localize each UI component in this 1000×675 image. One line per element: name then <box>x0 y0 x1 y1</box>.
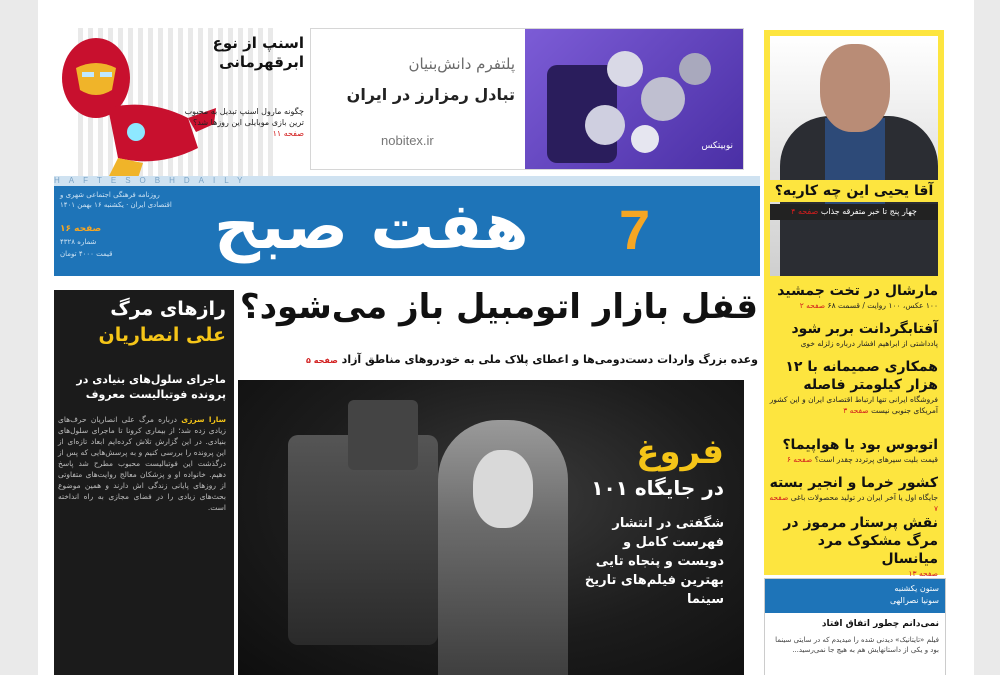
ad-line1: پلتفرم دانش‌بنیان <box>408 55 515 73</box>
left-feature-subtitle: ماجرای سلول‌های بنیادی در پرونده فوتبالیست معروف <box>76 373 226 401</box>
left-feature-author: سارا سرزی <box>181 415 226 424</box>
story-item[interactable] <box>768 436 938 465</box>
subheadline-text: وعده بزرگ واردات دست‌دومی‌ها و اعطای پلاک ملی به خودروهای مناطق آزاد <box>341 353 758 366</box>
story-title: همکاری صمیمانه با ۱۲ هزار کیلومتر فاصله <box>785 359 938 393</box>
story-summary: ۱۰۰ عکس، ۱۰۰ روایت / قسمت ۶۸ <box>827 301 938 310</box>
masthead-logo: هفت صبح <box>214 190 529 264</box>
story-summary: فروشگاه ایرانی تنها ارتباط اقتصادی ایران و این کشور آمریکای جنوبی نیست <box>769 395 938 415</box>
ad-url-link[interactable]: nobitex.ir <box>381 133 434 148</box>
story-item[interactable] <box>768 282 938 311</box>
photo-rank: در جایگاه ۱۰۱ <box>591 476 724 500</box>
story-title: کشور خرما و انجیر بسته <box>769 475 938 491</box>
right-news-column <box>764 30 944 578</box>
feature-subtitle-text: چگونه مارول اسنپ تبدیل به محبوب ترین بازی موبایلی این روزها شد؟ <box>184 107 304 127</box>
column-box[interactable] <box>764 578 946 675</box>
masthead-price: قیمت ۴۰۰۰ تومان <box>60 250 113 258</box>
main-subheadline <box>238 352 758 369</box>
story-item[interactable] <box>768 514 938 579</box>
left-feature-column[interactable] <box>54 290 234 675</box>
question-sub-text: چهار پنج تا خبر متفرقه جذاب <box>820 207 917 216</box>
ad-line2: تبادل رمزارز در ایران <box>346 85 515 104</box>
story-title: اتوبوس بود یا هواپیما؟ <box>782 437 938 453</box>
top-feature[interactable] <box>48 28 308 178</box>
story-page-ref: صفحه ۶ <box>786 455 813 464</box>
story-title: آفتابگردانت بربر شود <box>791 321 938 337</box>
main-headline[interactable]: قفل بازار اتومبیل باز می‌شود؟ <box>239 287 758 327</box>
ad-image-panel <box>525 29 743 169</box>
masthead-pages: ۱۶ صفحه <box>60 224 102 234</box>
left-feature-title <box>58 296 226 348</box>
left-feature-body <box>58 414 226 513</box>
woman-face-shape <box>473 450 533 528</box>
left-title-line1: رازهای مرگ <box>110 298 226 320</box>
photo-caption: شگفتی در انتشار فهرست کامل و دویست و پنجاه تایی بهترین فیلم‌های تاریخ سینما <box>584 516 724 607</box>
story-title: نقش پرستار مرموز در مرگ مشکوک مرد میانسال <box>783 515 938 567</box>
question-page-ref: صفحه ۴ <box>791 207 819 216</box>
man-head-shape <box>820 44 890 132</box>
left-title-line2: علی انصاریان <box>98 324 226 346</box>
feature-page-ref: صفحه ۱۱ <box>272 129 304 138</box>
question-subtitle <box>770 204 938 220</box>
column-title: نمی‌دانم چطور اتفاق افتاد <box>821 619 939 629</box>
camera-viewfinder-shape <box>348 400 418 470</box>
masthead-issue: شماره ۴۳۲۸ <box>60 238 97 246</box>
column-author: سونیا نصرالهی <box>889 596 939 605</box>
story-page-ref: صفحه ۳ <box>843 406 869 415</box>
main-photo[interactable] <box>238 380 744 675</box>
story-summary: پادداشتی از ابراهیم افشار درباره زلزله خوی <box>800 339 938 348</box>
story-page-ref: صفحه ۲ <box>799 301 826 310</box>
photo-title: فروغ <box>636 432 724 472</box>
masthead <box>54 176 760 276</box>
story-item[interactable] <box>768 320 938 349</box>
question-title[interactable]: آقا یحیی این چه کاریه؟ <box>770 180 938 202</box>
headline-page-ref: صفحه ۵ <box>306 356 338 365</box>
story-page-ref: صفحه ۱۳ <box>908 569 938 578</box>
column-header <box>765 579 945 613</box>
left-feature-body-text: درباره مرگ علی انصاریان حرف‌های زیادی زده شد؛ از بیماری کرونا تا ماجرای سلول‌های بنیادی. در این گزارش تلاش کرده‌ایم ابعاد تازه‌ای از این پرونده را بررسی کنیم و به پرسش‌هایی که پس از درگذشت این فوتبالیست محبوب مطرح شد پاسخ دهیم. خانواده او و پزشکان معالج روایت‌های متفاوتی از روزهای پایانی زندگی اش دارند و همین موضوع بحث‌های زیادی را در فضای مجازی به راه انداخته است. <box>58 415 226 512</box>
ad-brand: نوبیتکس <box>701 141 733 151</box>
story-summary: قیمت بلیت سیرهای پرتردد چقدر است؟ <box>814 455 938 464</box>
masthead-logo-number: 7 <box>619 198 651 261</box>
story-title: مارشال در تخت جمشید <box>777 283 938 299</box>
feature-title: اسنپ از نوع ابرقهرمانی <box>212 34 304 71</box>
man-photo[interactable] <box>770 36 938 276</box>
story-page-ref: صفحه ۷ <box>769 493 938 513</box>
masthead-info: روزنامه فرهنگی اجتماعی شهری و اقتصادی ایران · یکشنبه ۱۶ بهمن ۱۴۰۱ <box>60 191 172 209</box>
story-summary: جایگاه اول یا آخر ایران در تولید محصولات باغی <box>790 493 938 502</box>
masthead-strip: HAFTESOBHDAILY <box>54 176 760 186</box>
story-item[interactable] <box>768 474 938 514</box>
newspaper-page <box>38 0 974 675</box>
column-label: ستون یکشنبه <box>894 584 939 593</box>
column-text: فیلم «تایتانیک» دیدنی شده را میدیدم که در سایتی سینما بود و یکی از داستانهایش هم به هیچ جا نمی‌رسید... <box>775 636 939 654</box>
feature-subtitle <box>184 106 304 139</box>
advertisement[interactable] <box>310 28 744 170</box>
story-item[interactable] <box>768 358 938 416</box>
